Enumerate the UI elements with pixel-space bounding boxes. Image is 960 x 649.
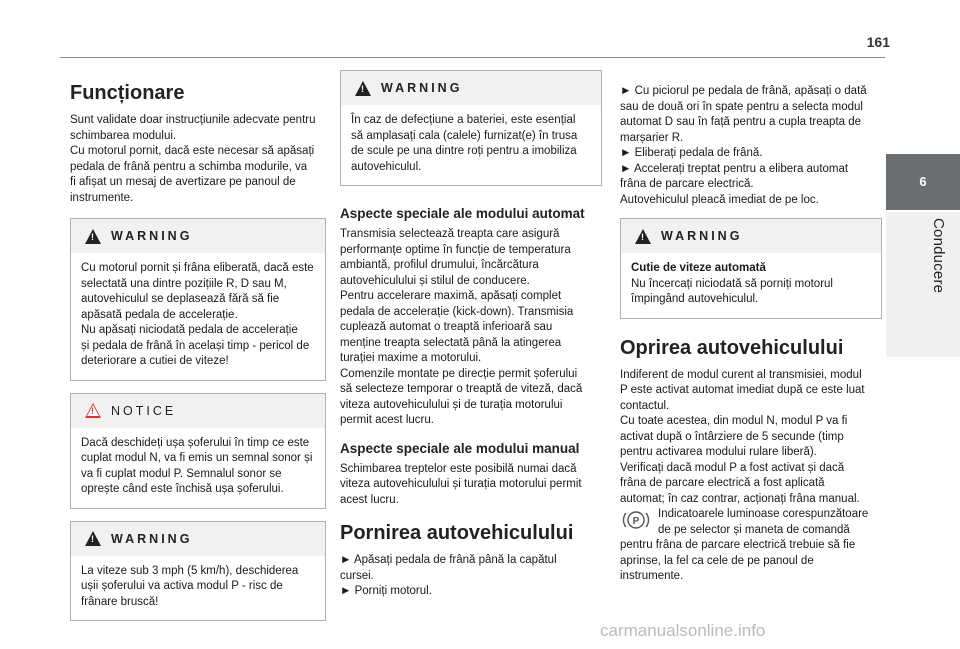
notice-triangle-icon — [85, 403, 101, 418]
warning-box-battery — [340, 70, 602, 186]
indicator-text-continued: pentru frâna de parcare electrică trebuie să fie aprinse, la fel ca cele de pe panoul de instrumente. — [620, 539, 856, 582]
warning-box-2 — [70, 521, 326, 622]
parking-brake-indicator-icon — [620, 509, 652, 531]
notice-text: Dacă deschideți ușa șoferului în timp ce este cuplat modul N, va fi emis un semnal sonor și va fi cuplat modul P. Semnalul sonor se oprește când este închisă ușa șoferului. — [81, 436, 313, 495]
section-title-stop: Oprirea autovehiculului — [620, 336, 844, 359]
notice-header — [71, 394, 325, 428]
warning-subtitle: Cutie de viteze automată — [631, 262, 766, 274]
warning-text: Nu încercați niciodată să porniți motorul împingând autovehiculul. — [631, 277, 833, 305]
warning-triangle-icon — [355, 81, 371, 96]
notice-label: NOTICE — [111, 403, 177, 418]
chapter-tab[interactable] — [886, 154, 960, 210]
chapter-label-area — [886, 212, 960, 357]
watermark: carmanualsonline.info — [600, 621, 766, 640]
warning-text: La viteze sub 3 mph (5 km/h), deschiderea ușii șoferului va activa modul P - risc de frânare bruscă! — [81, 564, 299, 608]
drive-steps-text: ► Cu piciorul pe pedala de frână, apăsați o dată sau de două ori în spate pentru a selecta modul automat D sau în față pentru a cupla treapta de marșarier R. ► Eliberați pedala de frână. ► Accelerați treptat pentru a elibera automat frâna de parcare electrică. Autovehiculul pleacă imediat de pe loc. — [620, 85, 867, 206]
chapter-number: 6 — [919, 174, 927, 189]
column-2 — [340, 70, 602, 600]
warning-box-1 — [70, 218, 326, 381]
warning-header — [71, 522, 325, 556]
warning-triangle-icon — [85, 229, 101, 244]
warning-header — [621, 219, 881, 253]
warning-label: WARNING — [381, 81, 463, 95]
top-divider — [60, 57, 885, 58]
auto-mode-text: Transmisia selectează treapta care asigură performanțe optime în funcție de temperatura ambiantă, profilul drumului, încărcătura autovehiculului și stilul de conducere. Pentru accelerare maximă, apăsați complet pedala de accelerație (kick-down). Transmisia cuplează automat o treaptă inferioară sau menține treapta selectată până la atingerea turației maxime a motorului. Comenzile montate pe direcție permit șoferului să selecteze temporar o treaptă de viteză, dacă viteza autovehiculului și de turația motorului permit acest lucru. — [340, 228, 583, 426]
warning-header — [71, 219, 325, 253]
indicator-text: Indicatoarele luminoase corespunzătoare de pe selector și maneta de comandă — [658, 508, 869, 536]
indicator-row — [620, 507, 882, 538]
warning-label: WARNING — [111, 229, 193, 243]
warning-triangle-icon — [635, 229, 651, 244]
intro-text: Sunt validate doar instrucțiunile adecvate pentru schimbarea modului. Cu motorul pornit, dacă este necesar să apăsați pedala de frână pentru a schimba modurile, va fi afișat un mesaj de avertizare pe panoul de instrumente. — [70, 114, 316, 204]
section-title-manual: Aspecte speciale ale modului manual — [340, 440, 580, 456]
warning-text: În caz de defecțiune a bateriei, este esențial să amplasați cala (calele) furnizat(e) în trusa de scule pe una dintre roți pentru a imobiliza autovehiculul. — [351, 114, 578, 173]
manual-mode-text: Schimbarea treptelor este posibilă numai dacă viteza autovehiculului și turația motorului permit acest lucru. — [340, 462, 582, 506]
svg-text:P: P — [632, 516, 640, 527]
start-steps-text: ► Apăsați pedala de frână până la capătul cursei. ► Porniți motorul. — [340, 554, 557, 597]
warning-triangle-icon — [85, 531, 101, 546]
page-number: 161 — [866, 34, 890, 50]
warning-box-push-start — [620, 218, 882, 319]
section-title-auto: Aspecte speciale ale modului automat — [340, 206, 585, 221]
warning-text: Cu motorul pornit și frâna eliberată, dacă este selectată una dintre pozițiile R, D sau M, autovehiculul se deplasează fără să fie apăsată pedala de accelerație. Nu apăsați niciodată pedala de accelerație și pedala de frână în același timp - pericol de deteriorare a cutiei de viteze! — [81, 262, 314, 367]
section-title-start: Pornirea autovehiculului — [340, 522, 574, 544]
notice-box — [70, 393, 326, 509]
section-title-functionare: Funcționare — [70, 82, 185, 104]
column-3 — [620, 84, 882, 585]
stop-text: Indiferent de modul curent al transmisiei, modul P este activat automat imediat după ce este luat contactul. Cu toate acestea, din modul N, modul P va fi activat după o întârziere de 5 secunde (timp pentru activarea modului rulare liberă). Verificați dacă modul P a fost activat și dacă frâna de parcare electrică a fost aplicată automat; în caz contrar, acționați frâna manual. — [620, 368, 865, 505]
warning-header — [341, 71, 601, 105]
warning-label: WARNING — [111, 531, 193, 546]
column-1 — [70, 82, 326, 621]
chapter-label: Conducere — [930, 218, 947, 294]
warning-label: WARNING — [661, 229, 743, 243]
